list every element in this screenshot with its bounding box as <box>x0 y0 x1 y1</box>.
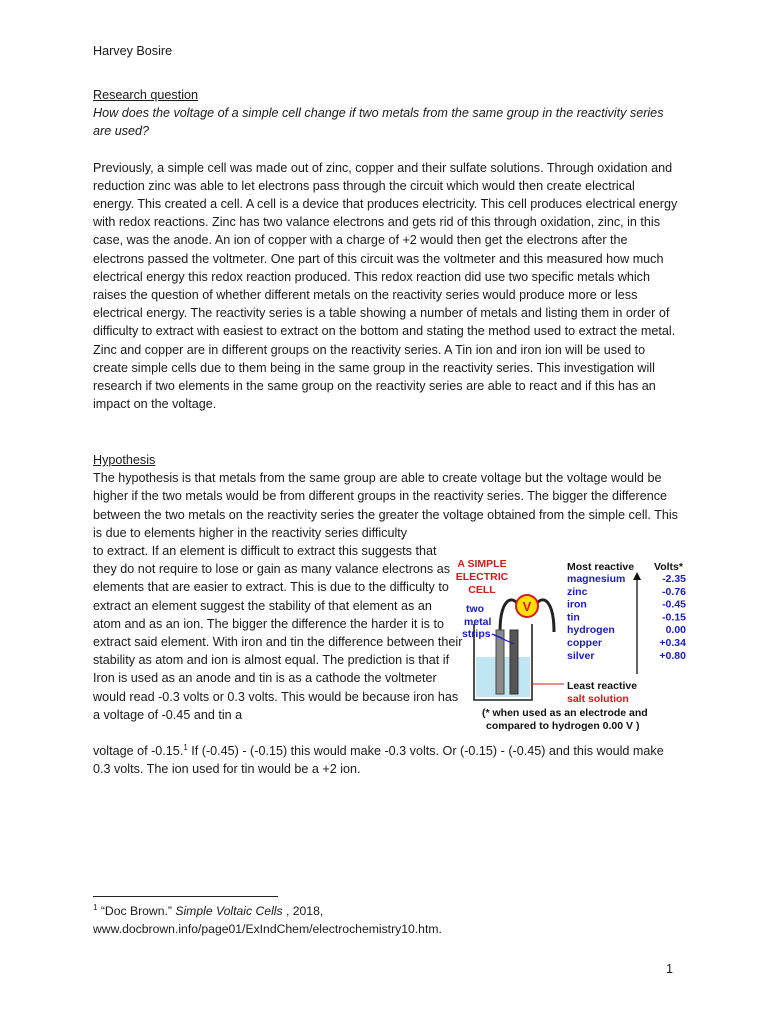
hypothesis-tail-text: voltage of -0.15. <box>93 744 184 758</box>
arrowhead-icon <box>633 572 641 580</box>
left-metal-strip <box>496 630 504 694</box>
metal-name-zinc: zinc <box>567 585 588 598</box>
simple-cell-figure <box>452 552 702 732</box>
volts-value-iron: -0.45 <box>662 598 686 611</box>
strips-label-line3: strips <box>462 628 491 640</box>
hypothesis-paragraph-end <box>93 742 678 778</box>
metal-name-magnesium: magnesium <box>567 573 626 585</box>
footnote-reference[interactable]: 1 <box>183 742 188 752</box>
least-reactive-label: Least reactive <box>567 680 638 692</box>
footnote-url[interactable]: www.docbrown.info/page01/ExIndChem/electrochemistry10.htm. <box>93 922 442 936</box>
reactivity-table <box>567 573 686 662</box>
figure-caption-line1: (* when used as an electrode and <box>482 707 648 719</box>
most-reactive-label: Most reactive <box>567 561 635 573</box>
footnote <box>93 902 678 938</box>
research-section <box>93 86 678 413</box>
volts-value-copper: +0.34 <box>659 637 686 649</box>
metal-name-copper: copper <box>567 637 603 649</box>
footnote-year: , 2018, <box>282 904 324 918</box>
volts-value-hydrogen: 0.00 <box>665 624 686 637</box>
page-number: 1 <box>666 962 674 976</box>
author-name: Harvey Bosire <box>93 44 173 58</box>
metal-name-silver: silver <box>567 649 595 662</box>
strips-label-line1: two <box>466 603 485 615</box>
footnote-mark: 1 <box>93 902 98 912</box>
salt-solution-label: salt solution <box>567 693 629 705</box>
volts-value-tin: -0.15 <box>662 611 686 624</box>
metal-name-tin: tin <box>567 611 580 624</box>
volts-value-zinc: -0.76 <box>662 585 686 598</box>
research-question: How does the voltage of a simple cell change if two metals from the same group in the reactivity series are used? <box>93 106 664 139</box>
cell-title-line1: A SIMPLE <box>457 558 507 570</box>
cell-title-line3: CELL <box>468 584 496 596</box>
right-metal-strip <box>510 630 518 694</box>
hypothesis-section <box>93 451 678 542</box>
cell-title-line2: ELECTRIC <box>455 571 509 583</box>
volts-value-silver: +0.80 <box>659 649 686 662</box>
footnote-divider <box>93 896 278 897</box>
strips-label-line2: metal <box>464 616 492 628</box>
metal-name-hydrogen: hydrogen <box>567 624 615 637</box>
research-intro-paragraph: Previously, a simple cell was made out of zinc, copper and their sulfate solutions. Through oxidation and reduction zinc was able to let electrons pass through the circuit which would then create electrical energy. This created a cell. A cell is a device that produces electricity. This cell produces electrical energy with redox reactions. Zinc has two valance electrons and gets rid of this through oxidation, zinc, in this case, was the anode. An ion of copper with a charge of +2 would then get the electrons after the electrons passed the voltmeter. One part of this circuit was the voltmeter and this measured how much electrical energy this redox reaction produced. This redox reaction did use two specific metals which raises the question of whether different metals on the reactivity series would produce more or less electrical energy. The reactivity series is a table showing a number of metals and listing them in order of difficulty to extract with easiest to extract on the bottom and stating the method used to extract the metal. Zinc and copper are in different groups on the reactivity series. A Tin ion and iron ion will be used to create simple cells due to them being in the same group in the reactivity series. This investigation will research if two elements in the same group on the reactivity series are able to react and if this has an impact on the voltage. <box>93 160 678 412</box>
research-heading: Research question <box>93 88 199 102</box>
footnote-title: Simple Voltaic Cells <box>175 904 283 918</box>
volts-value-magnesium: -2.35 <box>662 573 686 585</box>
voltmeter-label: V <box>522 599 532 614</box>
volts-header: Volts* <box>654 561 683 573</box>
metal-name-iron: iron <box>567 598 587 611</box>
hypothesis-paragraph-wrapped: to extract. If an element is difficult to extract this suggests that they do not require to lose or gain as many valance electrons as elements that are easier to extract. This is due to the difficulty to extract an element suggest the stability of that element as an atom and as an ion. The bigger the difference the harder it is to extract said element. With iron and tin the difference between their stability as atom and ion is almost equal. The prediction is that if Iron is used as an anode and tin is as a cathode the voltmeter would read -0.3 volts or 0.3 volts. This would be because iron has a voltage of -0.45 and tin a <box>93 544 463 722</box>
hypothesis-heading: Hypothesis <box>93 453 156 467</box>
figure-caption-line2: compared to hydrogen 0.00 V ) <box>486 720 640 732</box>
hypothesis-tail-text-2: If (-0.45) - (-0.15) this would make -0.3 volts. Or (-0.15) - (-0.45) and this would make 0.3 volts. The ion used for tin would be a +2 ion. <box>93 744 664 777</box>
footnote-author: “Doc Brown.” <box>97 904 176 918</box>
hypothesis-paragraph-start: The hypothesis is that metals from the same group are able to create voltage but the voltage would be higher if the two metals would be from different groups in the reactivity series. The bigger the difference between the two metals on the reactivity series the greater the voltage obtained from the simple cell. This is due to elements higher in the reactivity series difficulty <box>93 471 678 540</box>
